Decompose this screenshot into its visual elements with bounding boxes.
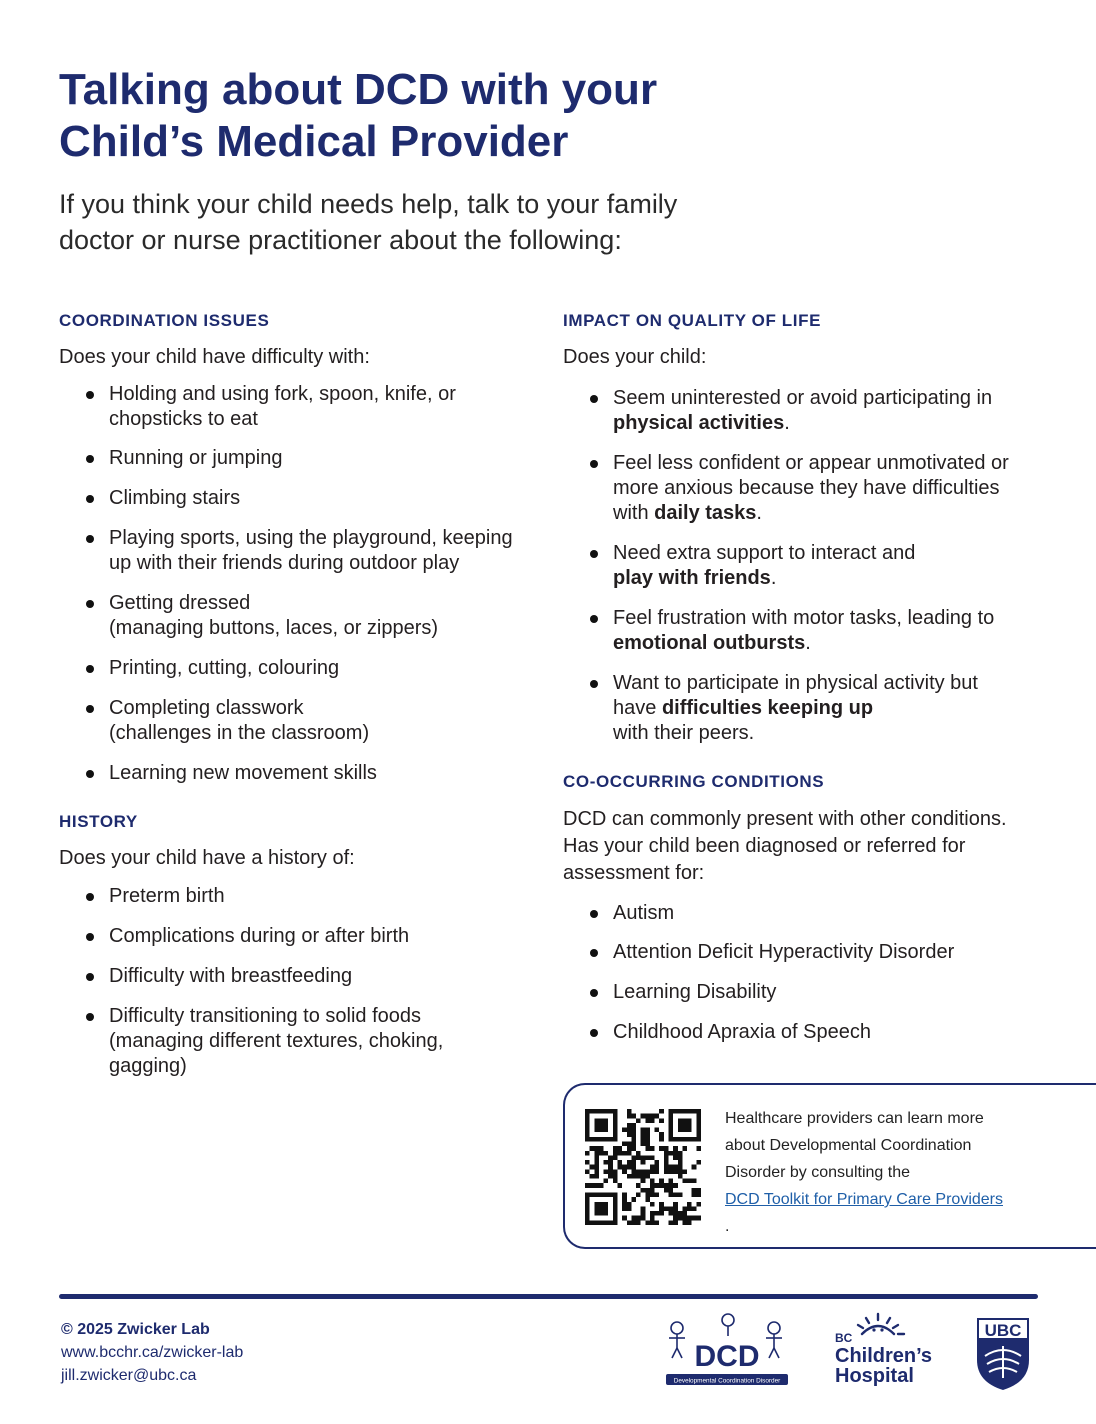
list-item: Holding and using fork, spoon, knife, or chopsticks to eat bbox=[59, 382, 539, 432]
list-item: Want to participate in physical activity but have difficulties keeping up with their peers. bbox=[563, 671, 1043, 746]
title-line-2: Child’s Medical Provider bbox=[59, 117, 569, 166]
impact-heading: IMPACT ON QUALITY OF LIFE bbox=[563, 311, 822, 330]
svg-text:BC: BC bbox=[835, 1331, 853, 1345]
provider-info-text: Healthcare providers can learn more about Developmental Coordination Disorder by consulting the DCD Toolkit for Primary Care Providers . bbox=[725, 1110, 1003, 1235]
list-item: Difficulty transitioning to solid foods (managing different textures, choking, gagging) bbox=[59, 1004, 539, 1079]
history-section bbox=[59, 809, 539, 1079]
intro-line-2: doctor or nurse practitioner about the following: bbox=[59, 225, 622, 255]
coordination-section bbox=[59, 308, 539, 786]
list-item: Learning new movement skills bbox=[59, 761, 539, 786]
svg-text:Children’s: Children’s bbox=[835, 1345, 933, 1367]
list-item: Feel frustration with motor tasks, leading to emotional outbursts. bbox=[563, 606, 1043, 656]
history-heading: HISTORY bbox=[59, 812, 138, 831]
history-list bbox=[59, 884, 539, 1079]
qr-code-icon[interactable] bbox=[585, 1109, 701, 1225]
list-item: Running or jumping bbox=[59, 446, 539, 471]
cooccurring-heading: CO-OCCURRING CONDITIONS bbox=[563, 772, 825, 791]
list-item: Completing classwork (challenges in the classroom) bbox=[59, 696, 539, 746]
footer-divider bbox=[59, 1294, 1038, 1299]
intro-line-1: If you think your child needs help, talk to your family bbox=[59, 189, 678, 219]
email-link[interactable]: jill.zwicker@ubc.ca bbox=[61, 1367, 197, 1384]
list-item: Seem uninterested or avoid participating in physical activities. bbox=[563, 386, 1043, 436]
list-item: Climbing stairs bbox=[59, 486, 539, 511]
left-column bbox=[59, 308, 539, 1079]
right-column bbox=[563, 308, 1043, 1045]
svg-text:Hospital: Hospital bbox=[835, 1365, 914, 1387]
svg-text:UBC: UBC bbox=[984, 1321, 1022, 1340]
svg-text:DCD: DCD bbox=[694, 1340, 760, 1373]
cooccurring-list bbox=[563, 901, 1043, 1045]
intro-text bbox=[59, 186, 759, 258]
list-item: Childhood Apraxia of Speech bbox=[563, 1020, 1043, 1045]
dcd-logo bbox=[664, 1310, 790, 1388]
ubc-crest-logo bbox=[975, 1316, 1031, 1392]
list-item: Feel less confident or appear unmotivated or more anxious because they have difficulties with daily tasks. bbox=[563, 451, 1043, 526]
list-item: Need extra support to interact and play with friends. bbox=[563, 541, 1043, 591]
provider-info-box bbox=[563, 1083, 1096, 1249]
cooccurring-section bbox=[563, 769, 1043, 1045]
list-item: Complications during or after birth bbox=[59, 924, 539, 949]
list-item: Getting dressed (managing buttons, laces, or zippers) bbox=[59, 591, 539, 641]
cooccurring-text: DCD can commonly present with other conditions. Has your child been diagnosed or referred for assessment for: bbox=[563, 808, 1007, 884]
list-item: Printing, cutting, colouring bbox=[59, 656, 539, 681]
list-item: Difficulty with breastfeeding bbox=[59, 964, 539, 989]
bc-childrens-hospital-logo bbox=[832, 1312, 942, 1388]
coordination-list bbox=[59, 382, 539, 786]
list-item: Learning Disability bbox=[563, 980, 1043, 1005]
list-item: Preterm birth bbox=[59, 884, 539, 909]
footer-contact bbox=[61, 1318, 243, 1387]
history-prompt: Does your child have a history of: bbox=[59, 847, 355, 869]
impact-list bbox=[563, 386, 1043, 746]
coordination-prompt: Does your child have difficulty with: bbox=[59, 346, 370, 368]
page-title bbox=[59, 64, 819, 168]
copyright: © 2025 Zwicker Lab bbox=[61, 1321, 210, 1338]
svg-text:Developmental Coordination Dis: Developmental Coordination Disorder bbox=[673, 1377, 781, 1385]
impact-prompt: Does your child: bbox=[563, 346, 707, 368]
title-line-1: Talking about DCD with your bbox=[59, 65, 658, 114]
impact-section bbox=[563, 308, 1043, 746]
website-link[interactable]: www.bcchr.ca/zwicker-lab bbox=[61, 1344, 244, 1361]
dcd-toolkit-link[interactable]: DCD Toolkit for Primary Care Providers bbox=[725, 1191, 1003, 1208]
list-item: Playing sports, using the playground, keeping up with their friends during outdoor play bbox=[59, 526, 539, 576]
coordination-heading: COORDINATION ISSUES bbox=[59, 311, 270, 330]
list-item: Autism bbox=[563, 901, 1043, 926]
list-item: Attention Deficit Hyperactivity Disorder bbox=[563, 940, 1043, 965]
